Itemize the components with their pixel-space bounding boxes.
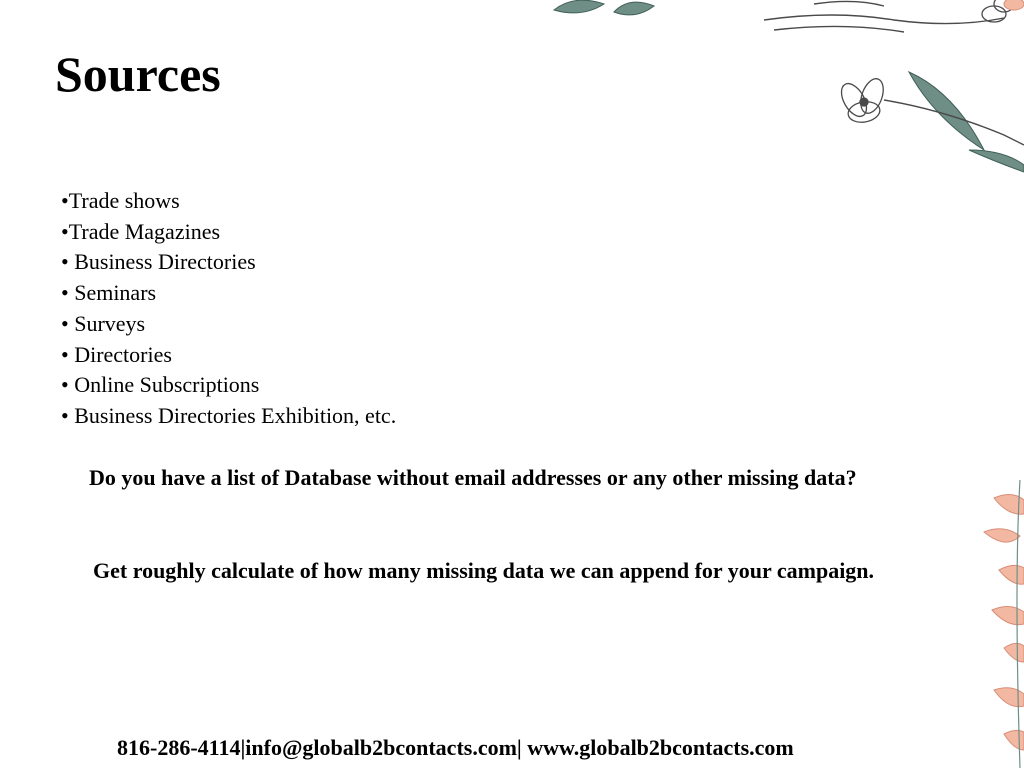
list-item: • Surveys xyxy=(61,310,146,336)
leaf-icon xyxy=(969,150,1024,172)
botanical-decoration-right-edge xyxy=(954,480,1024,768)
petal-decoration-icon xyxy=(984,494,1024,750)
question-paragraph: Do you have a list of Database without email addresses or any other missing data? xyxy=(89,465,857,490)
list-item: • Business Directories xyxy=(61,249,256,275)
botanical-decoration-top-right xyxy=(534,0,1024,190)
slide-title: Sources xyxy=(55,46,221,102)
call-to-action-paragraph: Get roughly calculate of how many missing data we can append for your campaign. xyxy=(93,558,875,583)
leaf-icon xyxy=(554,0,604,13)
flower-decoration-icon xyxy=(836,76,887,125)
leaf-icon xyxy=(614,2,654,15)
list-item: • Business Directories Exhibition, etc. xyxy=(61,402,397,428)
list-item: • Directories xyxy=(61,341,172,367)
list-item: • Seminars xyxy=(61,280,157,306)
list-item: •Trade shows xyxy=(61,188,180,213)
list-item: • Online Subscriptions xyxy=(61,372,260,398)
flower-decoration-icon xyxy=(982,0,1014,22)
sources-bullet-list xyxy=(61,186,396,432)
list-item: •Trade Magazines xyxy=(61,218,221,244)
contact-footer: 816-286-4114|info@globalb2bcontacts.com| www.globalb2bcontacts.com xyxy=(117,735,794,760)
leaf-icon xyxy=(909,72,984,150)
